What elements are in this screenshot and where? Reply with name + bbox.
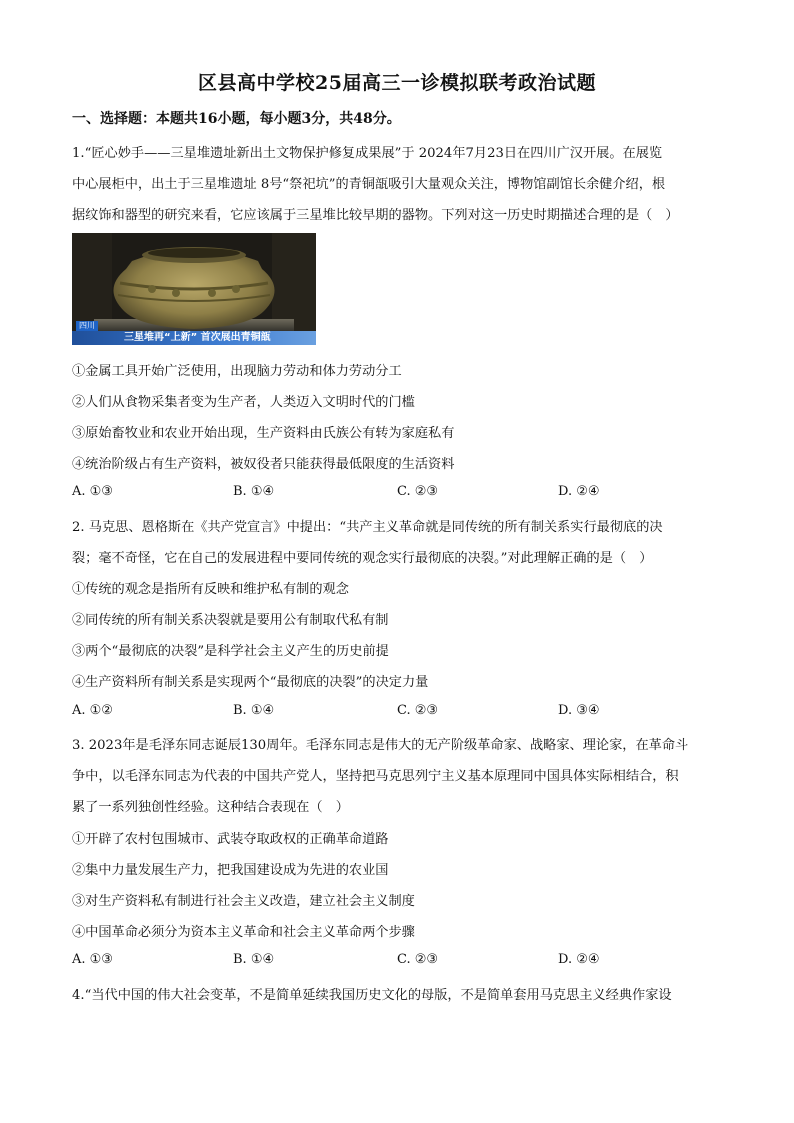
q3-stem-line-3: 累了一系列独创性经验。这种结合表现在（ ） [72, 800, 349, 815]
q3-option-d[interactable]: D. ②④ [558, 952, 600, 967]
q2-item-3: ③两个“最彻底的决裂”是科学社会主义产生的历史前提 [72, 644, 389, 659]
q1-option-b[interactable]: B. ①④ [233, 484, 275, 499]
q1-item-1: ①金属工具开始广泛使用，出现脑力劳动和体力劳动分工 [72, 364, 402, 379]
q3-stem-line-1: 3. 2023年是毛泽东同志诞辰130周年。毛泽东同志是伟大的无产阶级革命家、战略家、理论家，在革命斗 [72, 738, 689, 753]
image-caption-bar [72, 321, 316, 345]
q3-stem-line-2: 争中，以毛泽东同志为代表的中国共产党人，坚持把马克思列宁主义基本原理同中国具体实际相结合，积 [72, 769, 679, 784]
bronze-vessel-photo [72, 233, 316, 345]
q2-item-4: ④生产资料所有制关系是实现两个“最彻底的决裂”的决定力量 [72, 675, 429, 690]
q2-stem-line-1: 2. 马克思、恩格斯在《共产党宣言》中提出：“共产主义革命就是同传统的所有制关系实行最彻底的决 [72, 520, 663, 535]
q1-stem-line-2: 中心展柜中，出土于三星堆遗址 8号“祭祀坑”的青铜瓿吸引大量观众关注，博物馆副馆长余健介绍，根 [72, 177, 666, 192]
caption-text: 三星堆再“上新” 首次展出青铜瓿 [124, 332, 271, 343]
q1-option-d[interactable]: D. ②④ [558, 484, 600, 499]
q3-item-1: ①开辟了农村包围城市、武装夺取政权的正确革命道路 [72, 832, 389, 847]
q3-item-2: ②集中力量发展生产力，把我国建设成为先进的农业国 [72, 863, 389, 878]
q2-option-a[interactable]: A. ①② [72, 703, 113, 718]
section-heading: 一、选择题：本题共16小题，每小题3分，共48分。 [72, 111, 401, 127]
q3-option-b[interactable]: B. ①④ [233, 952, 275, 967]
q3-option-c[interactable]: C. ②③ [397, 952, 439, 967]
q2-item-2: ②同传统的所有制关系决裂就是要用公有制取代私有制 [72, 613, 389, 628]
q1-stem-line-3: 据纹饰和器型的研究来看，它应该属于三星堆比较早期的器物。下列对这一历史时期描述合理的是（ ） [72, 208, 679, 223]
q4-stem-line-1: 4.“当代中国的伟大社会变革，不是简单延续我国历史文化的母版，不是简单套用马克思主义经典作家设 [72, 988, 672, 1003]
q3-item-4: ④中国革命必须分为资本主义革命和社会主义革命两个步骤 [72, 925, 415, 940]
bronze-vessel-illustration [72, 233, 316, 345]
q2-stem-line-2: 裂；毫不奇怪，它在自己的发展进程中要同传统的观念实行最彻底的决裂。”对此理解正确的是（ ） [72, 551, 653, 566]
q1-option-a[interactable]: A. ①③ [72, 484, 113, 499]
caption-tag: 四川 [76, 321, 98, 331]
q1-option-c[interactable]: C. ②③ [397, 484, 439, 499]
q2-option-d[interactable]: D. ③④ [558, 703, 600, 718]
q2-item-1: ①传统的观念是指所有反映和维护私有制的观念 [72, 582, 349, 597]
q1-item-2: ②人们从食物采集者变为生产者，人类迈入文明时代的门槛 [72, 395, 415, 410]
q1-stem-line-1: 1.“匠心妙手——三星堆遗址新出土文物保护修复成果展”于 2024年7月23日在四川广汉开展。在展览 [72, 146, 663, 161]
q3-item-3: ③对生产资料私有制进行社会主义改造，建立社会主义制度 [72, 894, 415, 909]
q3-option-a[interactable]: A. ①③ [72, 952, 113, 967]
q2-option-c[interactable]: C. ②③ [397, 703, 439, 718]
q1-item-4: ④统治阶级占有生产资料，被奴役者只能获得最低限度的生活资料 [72, 457, 455, 472]
q1-item-3: ③原始畜牧业和农业开始出现，生产资料由氏族公有转为家庭私有 [72, 426, 455, 441]
q2-option-b[interactable]: B. ①④ [233, 703, 275, 718]
page-title: 区县高中学校25届高三一诊模拟联考政治试题 [198, 72, 596, 94]
